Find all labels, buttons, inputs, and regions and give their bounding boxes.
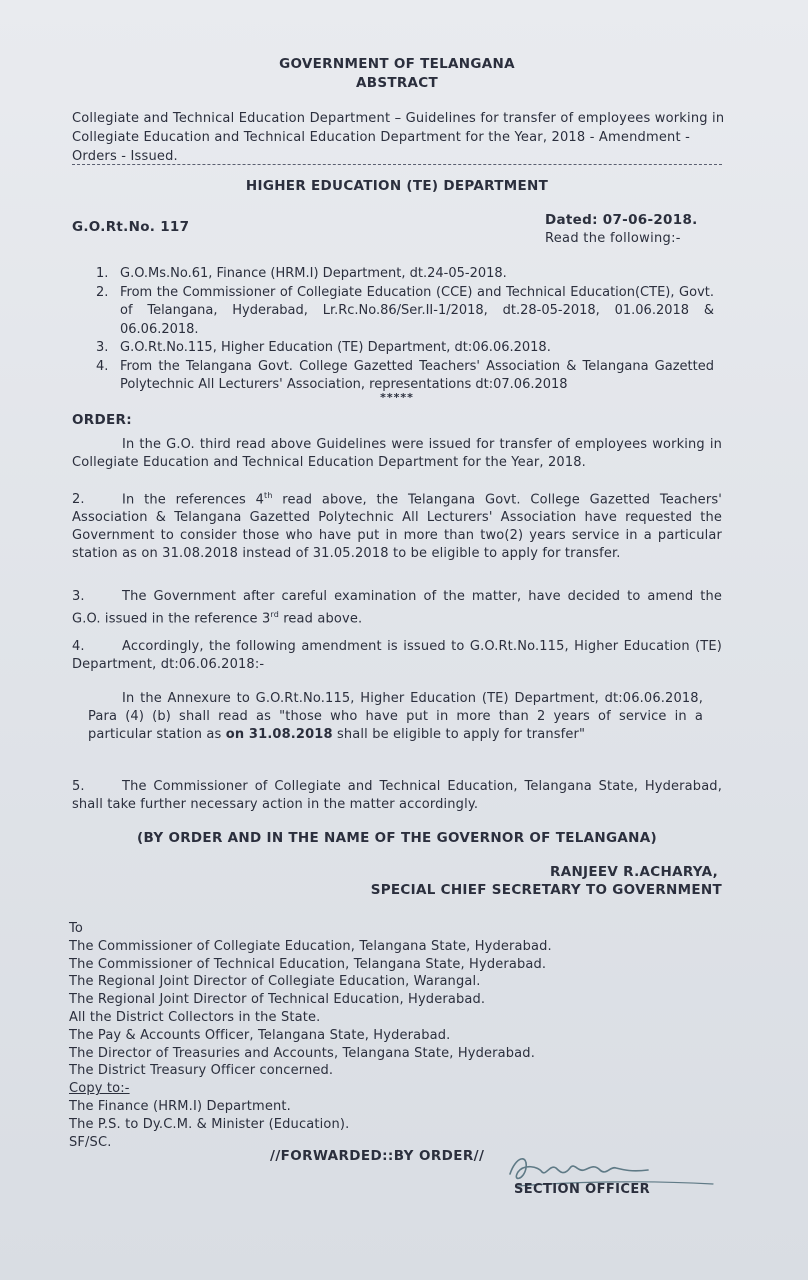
- reference-text: From the Telangana Govt. College Gazetted Teachers' Association & Telangana Gazetted Polytechnic All Lecturers' Association, representations dt:07.06.2018: [120, 358, 714, 392]
- read-following: Read the following:-: [545, 231, 681, 246]
- dashed-divider: [72, 164, 722, 165]
- superscript: rd: [270, 610, 279, 619]
- copy-to-label: Copy to:-: [69, 1081, 130, 1097]
- paragraph-text: Accordingly, the following amendment is issued to G.O.Rt.No.115, Higher Education (TE) Department, dt:06.06.2018:-: [72, 639, 722, 672]
- recipient: The Commissioner of Technical Education, Telangana State, Hyderabad.: [69, 956, 547, 972]
- reference-text: From the Commissioner of Collegiate Education (CCE) and Technical Education(CTE), Govt. of Telangana, Hyderabad, Lr.Rc.No.86/Ser.II-1/2018, dt.28-05-2018, 01.06.2018 & 06.06.2018.: [120, 284, 714, 337]
- amendment-date: on 31.08.2018: [225, 727, 333, 742]
- reference-item: [84, 265, 714, 284]
- reference-number: 3.: [96, 340, 109, 355]
- reference-text: G.O.Ms.No.61, Finance (HRM.I) Department, dt.24-05-2018.: [120, 266, 507, 281]
- paragraph-number: 3.: [72, 589, 85, 604]
- recipient: The District Treasury Officer concerned.: [69, 1063, 334, 1079]
- subject-text: Collegiate and Technical Education Department – Guidelines for transfer of employees working in Collegiate Education and Technical Education Department for the Year, 2018 - Amendment - Orders - Issued.: [72, 111, 725, 164]
- reference-item: [84, 358, 714, 395]
- go-number: G.O.Rt.No. 117: [72, 219, 190, 235]
- amendment-text: [88, 690, 703, 744]
- recipient: The Commissioner of Collegiate Education, Telangana State, Hyderabad.: [69, 938, 552, 954]
- recipient: All the District Collectors in the State.: [69, 1009, 321, 1025]
- section-officer-label: SECTION OFFICER: [514, 1182, 651, 1197]
- recipient: The Director of Treasuries and Accounts, Telangana State, Hyderabad.: [69, 1045, 535, 1061]
- paragraph-text: In the G.O. third read above Guidelines were issued for transfer of employees working in Collegiate Education and Technical Education Department for the Year, 2018.: [72, 437, 722, 470]
- reference-number: 1.: [96, 266, 109, 281]
- paragraph-text: shall be eligible to apply for transfer": [332, 727, 586, 742]
- distribution-list: [69, 920, 669, 1151]
- references-list: [84, 265, 714, 395]
- copy-recipient: SF/SC.: [69, 1134, 112, 1150]
- reference-item: [84, 339, 714, 358]
- separator-stars: *****: [380, 391, 414, 404]
- paragraph-text: The Commissioner of Collegiate and Technical Education, Telangana State, Hyderabad, shall take further necessary action in the matter accordingly.: [72, 779, 722, 812]
- paragraph-text: read above, the Telangana Govt. College Gazetted Teachers' Association & Telangana Gazetted Polytechnic All Lecturers' Association have requested the Government to consider those who have put in more than two(2) years service in a particular station as on 31.08.2018 instead of 31.05.2018 to be eligible to apply for transfer.: [72, 492, 722, 562]
- forwarded-line: //FORWARDED::BY ORDER//: [270, 1148, 485, 1164]
- order-paragraph-2: [72, 487, 722, 563]
- abstract-heading: ABSTRACT: [355, 75, 439, 91]
- department-heading: HIGHER EDUCATION (TE) DEPARTMENT: [245, 178, 549, 194]
- reference-number: 4.: [96, 358, 109, 374]
- paragraph-number: 5.: [72, 779, 85, 794]
- reference-number: 2.: [96, 284, 109, 300]
- order-paragraph-5: [72, 778, 722, 814]
- order-paragraph-4: [72, 638, 722, 674]
- order-paragraph-1: [72, 436, 722, 472]
- recipient: The Regional Joint Director of Collegiate Education, Warangal.: [69, 974, 481, 990]
- paragraph-text: read above.: [278, 611, 363, 627]
- government-heading: GOVERNMENT OF TELANGANA: [279, 56, 515, 72]
- paragraph-text: In the Annexure to G.O.Rt.No.115, Higher Education (TE) Department, dt:06.06.2018, Para (4) (b) shall read as "those who have put in more than 2 years of service in a particular station as: [88, 691, 703, 742]
- signatory-name: RANJEEV R.ACHARYA,: [550, 864, 718, 880]
- order-paragraph-3: [72, 588, 722, 628]
- signatory-designation: SPECIAL CHIEF SECRETARY TO GOVERNMENT: [370, 882, 722, 898]
- dated-line: Dated: 07-06-2018.: [545, 212, 698, 228]
- paragraph-number: 4.: [72, 639, 85, 654]
- recipient: The Regional Joint Director of Technical Education, Hyderabad.: [69, 992, 486, 1008]
- reference-text: G.O.Rt.No.115, Higher Education (TE) Department, dt:06.06.2018.: [120, 340, 551, 355]
- paragraph-number: 2.: [72, 492, 85, 508]
- superscript: th: [264, 491, 273, 500]
- order-heading: ORDER:: [72, 412, 132, 428]
- paragraph-text: The Government after careful examination of the matter, have decided to amend the G.O. issued in the reference 3: [72, 589, 722, 627]
- by-order-line: (BY ORDER AND IN THE NAME OF THE GOVERNOR OF TELANGANA): [137, 830, 657, 846]
- copy-recipient: The P.S. to Dy.C.M. & Minister (Education).: [69, 1116, 350, 1132]
- paragraph-text: In the references 4: [122, 492, 265, 508]
- copy-recipient: The Finance (HRM.I) Department.: [69, 1098, 291, 1114]
- to-label: To: [69, 921, 83, 936]
- recipient: The Pay & Accounts Officer, Telangana State, Hyderabad.: [69, 1027, 451, 1043]
- reference-item: [84, 284, 714, 340]
